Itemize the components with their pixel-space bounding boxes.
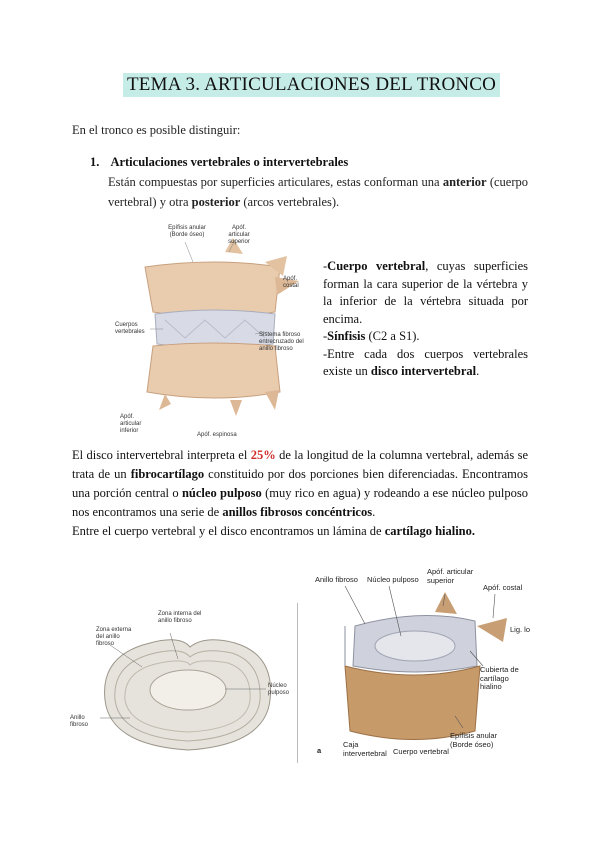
label-3d-epifisis: Epífisis anular (Borde óseo) — [450, 731, 498, 749]
label-3d-apof-costal: Apóf. costal — [483, 583, 523, 592]
label-apof-articular-superior: Apóf. articular superior — [228, 225, 250, 245]
section-number: 1. — [90, 155, 100, 169]
desc-text-a: Están compuestas por superficies articulares, estas conforman una — [108, 175, 443, 189]
label-3d-apof-superior: Apóf. articular superior — [427, 567, 474, 585]
section-heading-text: Articulaciones vertebrales o intervertebrales — [110, 155, 349, 169]
label-epifisis-anular: Epífisis anular (Borde óseo) — [168, 225, 206, 238]
percent-highlight: 25% — [250, 448, 276, 462]
label-apof-articular-inferior: Apóf. articular inferior — [120, 414, 142, 434]
label-anillo-fibroso: Anillo fibroso — [70, 715, 89, 728]
label-sistema-fibroso: Sistema fibroso entrecruzado del anillo fibroso — [259, 332, 304, 352]
figure-disc-top-view — [70, 605, 295, 765]
label-zona-interna: Zona interna del anillo fibroso — [158, 611, 202, 624]
figure-vertebra-disc-3d — [305, 566, 530, 762]
desc-text-c: (arcos vertebrales). — [240, 195, 340, 209]
page-title: TEMA 3. ARTICULACIONES DEL TRONCO — [123, 73, 500, 97]
label-3d-nucleo-pulposo: Núcleo pulposo — [367, 575, 419, 584]
intro-text: En el tronco es posible distinguir: — [72, 123, 241, 137]
disc-paragraph: El disco intervertebral interpreta el 25% de la longitud de la columna vertebral, además se trata de un fibrocartílago constituido por dos porciones bien diferenciadas. Encontramos una porción central o núcleo pulposo (muy rico en agua) y rodeando a ese núcleo pulposo nos encontramos una serie de anillos fibrosos concéntricos. Entre el cuerpo vertebral y el disco encontramos un lámina de cartílago hialino. — [72, 448, 529, 538]
label-cuerpos-vertebrales: Cuerpos vertebrales — [115, 322, 145, 335]
desc-text-b: (cuerpo vertebral) y otra — [108, 175, 528, 209]
label-3d-cuerpo: Cuerpo vertebral — [393, 747, 449, 756]
figure-vertebrae-lateral — [115, 222, 315, 444]
label-3d-anillo-fibroso: Anillo fibroso — [315, 575, 358, 584]
label-3d-a: a — [317, 746, 322, 755]
side-disco: -Entre cada dos cuerpos vertebrales existe un disco intervertebral. — [323, 346, 528, 378]
figure-divider — [297, 603, 298, 763]
side-sinfisis: -Sínfisis (C2 a S1). — [323, 329, 420, 343]
section-description — [108, 172, 528, 212]
side-cuerpo-vertebral: -Cuerpo vertebral, cuyas superficies forman la cara superior de la vértebra y la inferior de la vértebra situada por encima. — [323, 259, 529, 326]
desc-posterior: posterior — [191, 195, 241, 209]
desc-anterior: anterior — [442, 175, 487, 189]
side-explanation — [323, 258, 528, 381]
label-3d-lig: Lig. lo — [510, 625, 531, 634]
label-3d-cubierta: Cubierta de cartílago hialino — [480, 665, 519, 691]
label-3d-caja: Caja intervertebral — [343, 740, 387, 758]
label-apof-espinosa: Apóf. espinosa — [197, 432, 237, 438]
label-nucleo-pulposo: Núcleo pulposo — [268, 683, 290, 696]
section-heading — [90, 155, 348, 170]
label-apof-costal: Apóf. costal — [283, 276, 299, 289]
label-zona-externa: Zona externa del anillo fibroso — [96, 627, 132, 647]
